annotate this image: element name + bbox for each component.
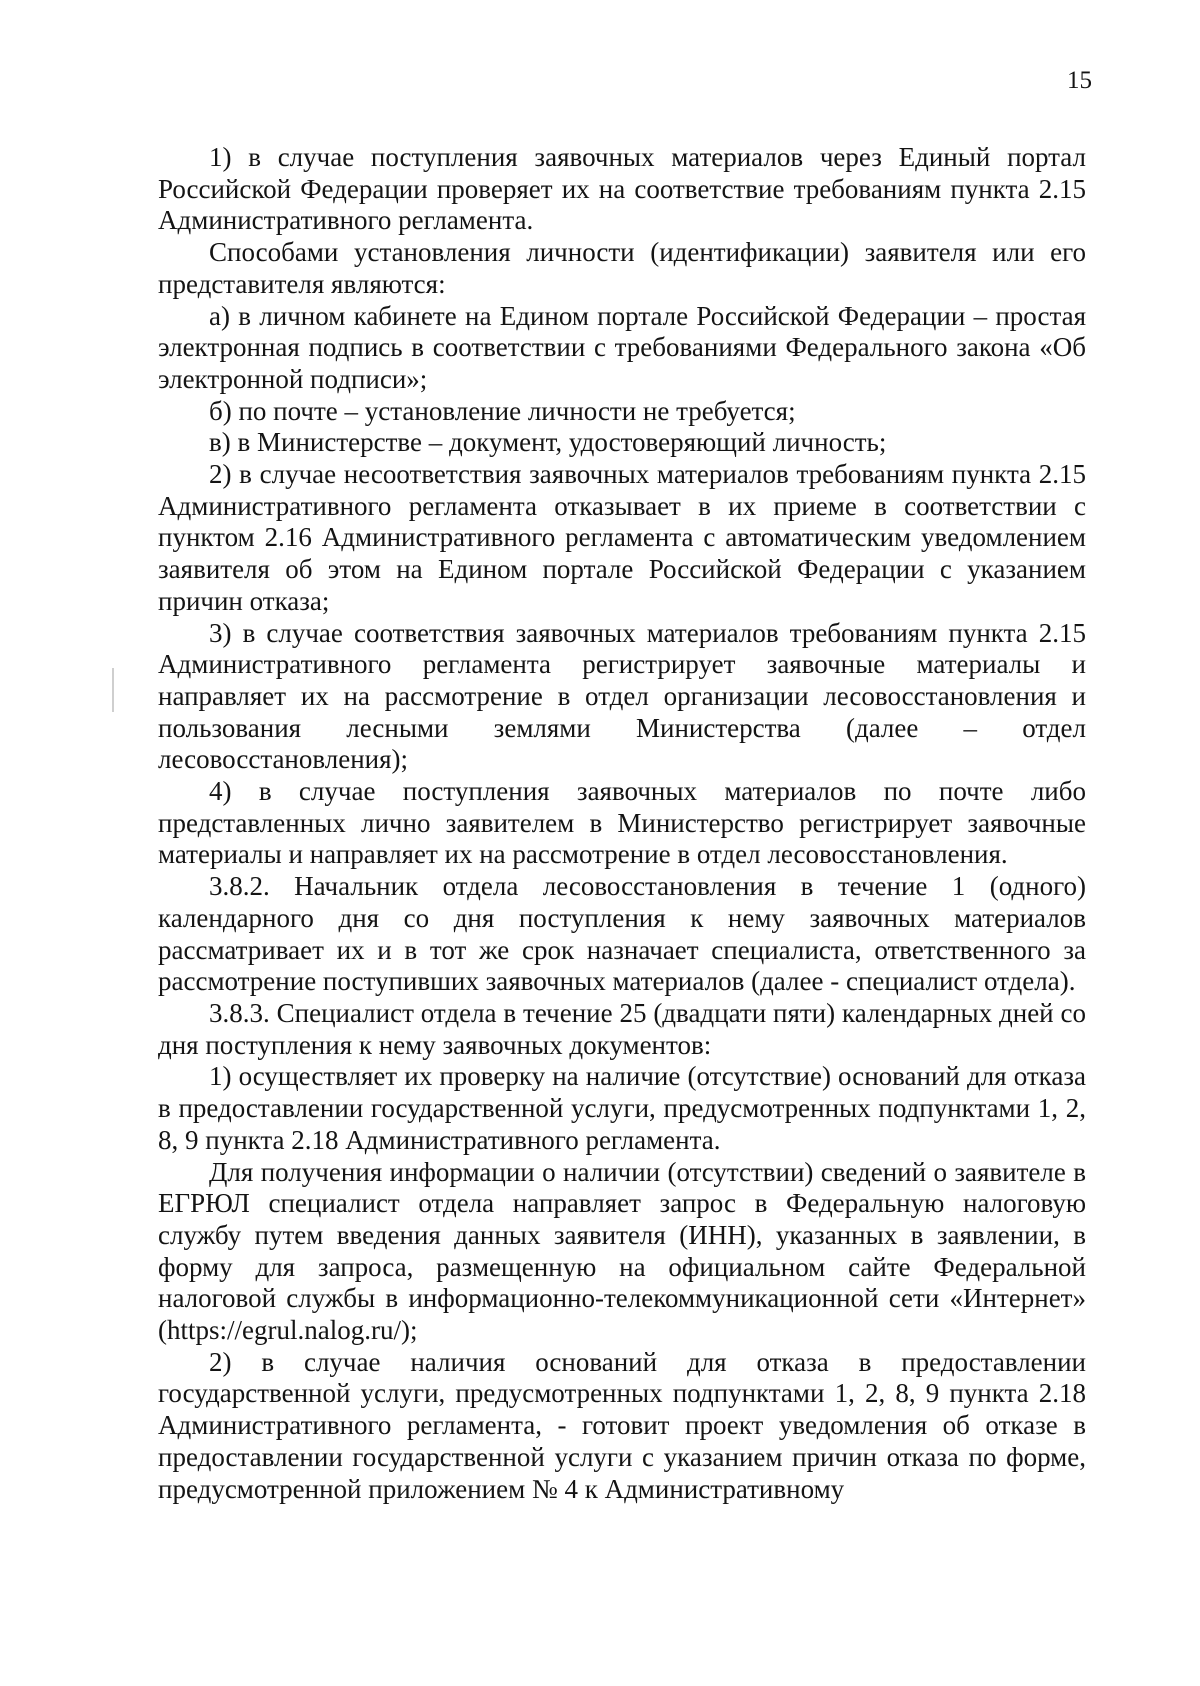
paragraph-item-a: а) в личном кабинете на Едином портале Российской Федерации – простая электронная подпись в соответствии с требованиями Федерального закона «Об электронной подписи»; <box>158 300 1086 394</box>
paragraph-identification-methods: Способами установления личности (идентификации) заявителя или его представителя являются: <box>158 237 1086 299</box>
paragraph-item-2: 2) в случае несоответствия заявочных материалов требованиям пункта 2.15 Административного регламента отказывает в их приеме в соответствии с пунктом 2.16 Административного регламента с автоматическим уведомлением заявителя об этом на Едином портале Российской Федерации с указанием причин отказа; <box>158 459 1086 616</box>
paragraph-item-3: 3) в случае соответствия заявочных материалов требованиям пункта 2.15 Административного регламента регистрирует заявочные материалы и направляет их на рассмотрение в отдел организации лесовосстановления и пользования лесными землями Министерства (далее – отдел лесовосстановления); <box>158 617 1086 775</box>
page-number: 15 <box>1067 67 1092 94</box>
paragraph-section-3-8-3: 3.8.3. Специалист отдела в течение 25 (двадцати пяти) календарных дней со дня поступления к нему заявочных документов: <box>158 997 1086 1060</box>
paragraph-item-v: в) в Министерстве – документ, удостоверяющий личность; <box>209 427 887 458</box>
paragraph-item-1: 1) в случае поступления заявочных материалов через Единый портал Российской Федерации проверяет их на соответствие требованиям пункта 2.15 Административного регламента. <box>158 142 1086 236</box>
document-body <box>158 142 1086 1505</box>
paragraph-check-item-1: 1) осуществляет их проверку на наличие (отсутствие) оснований для отказа в предоставлении государственной услуги, предусмотренных подпунктами 1, 2, 8, 9 пункта 2.18 Административного регламента. <box>158 1061 1086 1155</box>
paragraph-item-b: б) по почте – установление личности не требуется; <box>209 395 796 426</box>
scan-mark <box>112 668 114 712</box>
paragraph-check-item-2: 2) в случае наличия оснований для отказа в предоставлении государственной услуги, предусмотренных подпунктами 1, 2, 8, 9 пункта 2.18 Административного регламента, - готовит проект уведомления об отказе в предоставлении государственной услуги с указанием причин отказа по форме, предусмотренной приложением № 4 к Административному <box>158 1346 1086 1504</box>
paragraph-egrul-request: Для получения информации о наличии (отсутствии) сведений о заявителе в ЕГРЮЛ специалист отдела направляет запрос в Федеральную налоговую службу путем введения данных заявителя (ИНН), указанных в заявлении, в форму для запроса, размещенную на официальном сайте Федеральной налоговой службы в информационно-телекоммуникационной сети «Интернет» (https://egrul.nalog.ru/); <box>158 1156 1086 1346</box>
paragraph-section-3-8-2: 3.8.2. Начальник отдела лесовосстановления в течение 1 (одного) календарного дня со дня поступления к нему заявочных материалов рассматривает их и в тот же срок назначает специалиста, ответственного за рассмотрение поступивших заявочных материалов (далее - специалист отдела). <box>158 871 1086 997</box>
paragraph-item-4: 4) в случае поступления заявочных материалов по почте либо представленных лично заявителем в Министерство регистрирует заявочные материалы и направляет их на рассмотрение в отдел лесовосстановления. <box>158 776 1086 870</box>
